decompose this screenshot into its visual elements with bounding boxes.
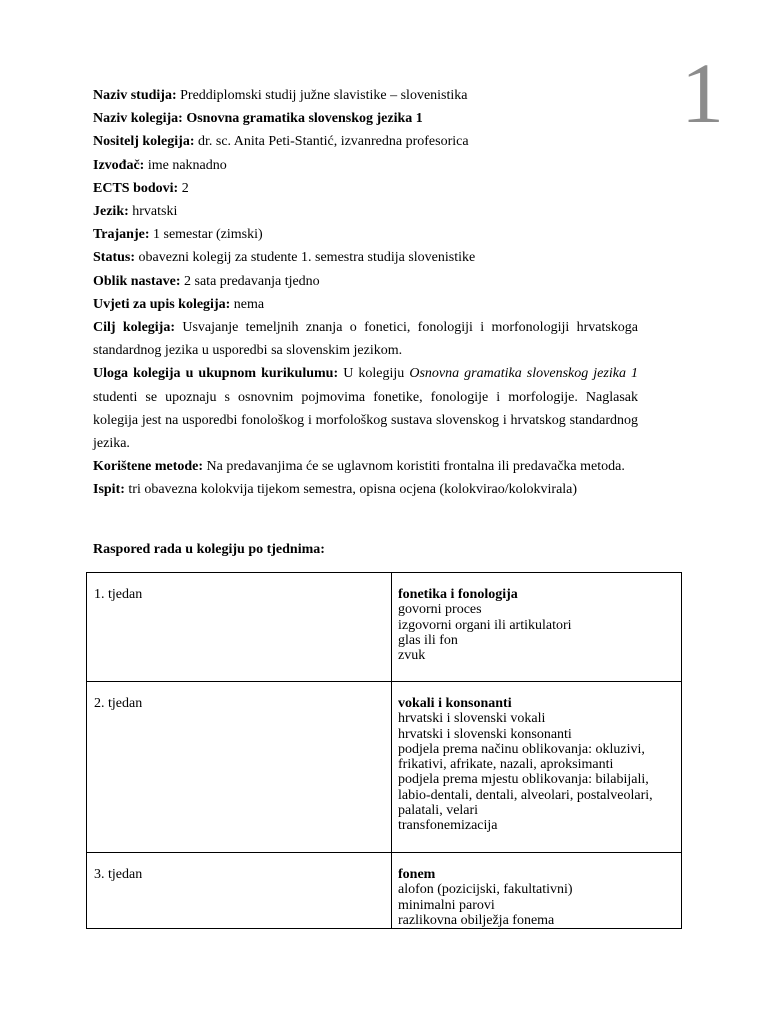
- field-value: obavezni kolegij za studente 1. semestra studija slovenistike: [138, 250, 476, 266]
- topic-cell: [392, 853, 682, 929]
- week-cell: 2. tjedan: [87, 682, 392, 853]
- topic-item: glas ili fon: [398, 632, 458, 648]
- field-label: Trajanje:: [93, 227, 150, 243]
- table-row: [87, 682, 682, 853]
- topic-cell: [392, 573, 682, 682]
- field-value: nema: [233, 296, 265, 312]
- field-value: dr. sc. Anita Peti-Stantić, izvanredna profesorica: [197, 134, 469, 150]
- topic-title: fonem: [398, 867, 436, 882]
- topic-cell: [392, 682, 682, 853]
- field-cilj: [93, 316, 638, 362]
- field-izvodac: [93, 154, 638, 177]
- schedule-table: [86, 572, 682, 929]
- topic-item: hrvatski i slovenski konsonanti: [398, 726, 572, 742]
- topic-item: govorni proces: [398, 602, 482, 618]
- field-value: 1 semestar (zimski): [153, 227, 263, 243]
- uloga-course-title: Osnovna gramatika slovenskog jezika 1: [409, 366, 639, 382]
- field-label: Uloga kolegija u ukupnom kurikulumu:: [93, 366, 339, 382]
- field-label: Uvjeti za upis kolegija:: [93, 296, 231, 312]
- field-value: 2: [181, 180, 189, 196]
- topic-title: vokali i konsonanti: [398, 696, 512, 711]
- field-label: Naziv kolegija:: [93, 111, 183, 127]
- field-oblik-nastave: [93, 270, 638, 293]
- field-naziv-studija: [93, 84, 638, 107]
- field-ects: [93, 177, 638, 200]
- topic-item: podjela prema mjestu oblikovanja: bilabijali, labio-dentali, dentali, alveolari, postalveolari, palatali, velari: [398, 772, 653, 819]
- field-value: Na predavanjima će se uglavnom koristiti frontalna ili predavačka metoda.: [206, 459, 625, 475]
- field-value: 2 sata predavanja tjedno: [184, 273, 320, 289]
- field-value: ime naknadno: [147, 157, 227, 173]
- field-label: Korištene metode:: [93, 459, 204, 475]
- field-label: Nositelj kolegija:: [93, 134, 195, 150]
- field-label: Status:: [93, 250, 136, 266]
- field-nositelj: [93, 130, 638, 153]
- field-status: [93, 246, 638, 269]
- field-label: Jezik:: [93, 204, 129, 220]
- field-value: hrvatski: [132, 204, 178, 220]
- field-value: Usvajanje temeljnih znanja o fonetici, fonologiji i morfonologiji hrvatskoga standardnog jezika u usporedbi sa slovenskim jezikom.: [93, 320, 638, 359]
- schedule-heading: Raspored rada u kolegiju po tjednima:: [93, 542, 325, 557]
- topic-item: zvuk: [398, 648, 426, 664]
- topic-item: izgovorni organi ili artikulatori: [398, 617, 572, 633]
- uloga-after: studenti se upoznaju s osnovnim pojmovima fonetike, fonologije i morfologije. Naglasak kolegija jest na usporedbi fonološkog i morfološkog sustava slovenskog i hrvatskog standardnog jezika.: [93, 389, 638, 452]
- field-jezik: [93, 200, 638, 223]
- page-number: 1: [681, 45, 724, 141]
- field-trajanje: [93, 223, 638, 246]
- field-label: Ispit:: [93, 482, 125, 498]
- topic-item: razlikovna obilježja fonema: [398, 912, 555, 928]
- field-uvjeti: [93, 293, 638, 316]
- field-label: Naziv studija:: [93, 88, 177, 103]
- topic-item: hrvatski i slovenski vokali: [398, 711, 546, 727]
- field-label: ECTS bodovi:: [93, 180, 179, 196]
- topic-item: transfonemizacija: [398, 818, 498, 834]
- field-label: Izvođač:: [93, 157, 145, 173]
- topic-item: minimalni parovi: [398, 897, 495, 913]
- field-label: Cilj kolegija:: [93, 320, 175, 336]
- field-label: Oblik nastave:: [93, 273, 181, 289]
- table-row: [87, 853, 682, 929]
- field-value: tri obavezna kolokvija tijekom semestra, opisna ocjena (kolokvirao/kolokvirala): [128, 482, 578, 498]
- topic-item: alofon (pozicijski, fakultativni): [398, 882, 573, 898]
- course-info: [93, 84, 638, 502]
- week-cell: 3. tjedan: [87, 853, 392, 929]
- topic-item: podjela prema načinu oblikovanja: okluzivi, frikativi, afrikate, nazali, aproksimanti: [398, 741, 645, 773]
- field-value: Preddiplomski studij južne slavistike – slovenistika: [180, 88, 468, 103]
- topic-title: fonetika i fonologija: [398, 587, 518, 602]
- field-value: Osnovna gramatika slovenskog jezika 1: [186, 111, 423, 127]
- week-cell: 1. tjedan: [87, 573, 392, 682]
- uloga-before: U kolegiju: [343, 366, 405, 382]
- field-uloga: [93, 362, 638, 455]
- field-ispit: [93, 478, 638, 501]
- field-naziv-kolegija: [93, 107, 638, 130]
- field-metode: [93, 455, 638, 478]
- table-row: [87, 573, 682, 682]
